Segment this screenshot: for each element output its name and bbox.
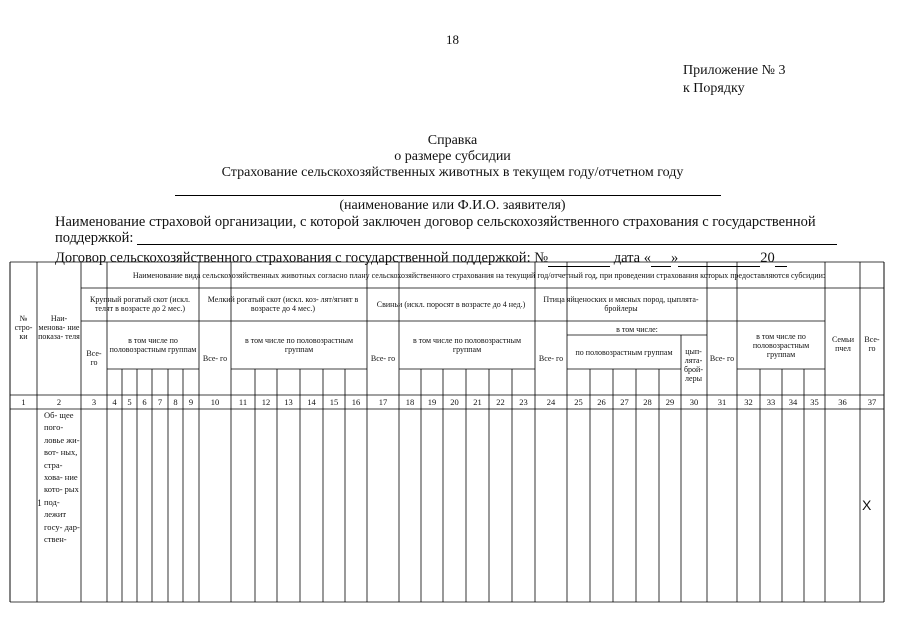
header-grand-total: Все- го: [864, 335, 880, 353]
contract-year: 20: [760, 250, 775, 266]
column-number: 24: [546, 397, 556, 407]
header-pigs-age: в том числе по половозрастным группам: [412, 336, 522, 354]
column-number: 28: [643, 397, 652, 407]
header-small-age: в том числе по половозрастным группам: [244, 336, 354, 354]
column-number: 1: [21, 397, 26, 407]
row-1-mark: X: [862, 497, 872, 513]
column-number: 6: [142, 397, 147, 407]
column-number: 21: [473, 397, 482, 407]
column-number: 17: [378, 397, 388, 407]
contract-label: Договор сельскохозяйственного страхования с государственной поддержкой: №: [55, 250, 549, 266]
column-number: 12: [261, 397, 271, 407]
column-number: 35: [810, 397, 819, 407]
column-number: 34: [788, 397, 798, 407]
column-number: 4: [112, 397, 117, 407]
applicant-caption: (наименование или Ф.И.О. заявителя): [339, 198, 566, 213]
column-number: 5: [127, 397, 132, 407]
column-number: 31: [717, 397, 727, 407]
column-number: 13: [284, 397, 293, 407]
title-line-3: Страхование сельскохозяйственных животных в текущем году/отчетном году: [221, 165, 684, 180]
column-number: 29: [665, 397, 675, 407]
appendix-line-1: Приложение № 3: [683, 63, 786, 78]
column-number: 19: [427, 397, 437, 407]
header-poultry-age: по половозрастным группам: [575, 347, 673, 357]
row-1-number: 1: [37, 498, 42, 508]
column-number: 26: [597, 397, 606, 407]
column-number: 8: [173, 397, 178, 407]
insurer-field: Наименование страховой организации, с которой заключен договор сельскохозяйственного страхования с государственной поддержкой:: [55, 214, 816, 246]
header-poultry-incl: в том числе:: [616, 324, 658, 334]
column-number: 27: [620, 397, 629, 407]
page-number: 18: [446, 32, 459, 47]
column-number: 23: [519, 397, 528, 407]
header-cattle-age: в том числе по половозрастным группам: [109, 336, 197, 354]
header-bee-families: Семьи пчел: [832, 335, 854, 353]
header-broilers: цып- лята- брой- леры: [683, 347, 703, 383]
column-number: 9: [188, 397, 194, 407]
column-number: 37: [867, 397, 877, 407]
column-number: 7: [157, 397, 163, 407]
column-number: 3: [91, 397, 97, 407]
column-number: 22: [496, 397, 505, 407]
header-poultry: Птица яйценоских и мясных пород, цыплята-бройлеры: [543, 295, 699, 313]
column-number: 25: [574, 397, 583, 407]
header-cattle-total: Все- го: [86, 349, 102, 367]
header-small-cattle: Мелкий рогатый скот (искл. коз- лят/ягнят в возрасте до 4 мес.): [207, 295, 359, 313]
header-small-total: Все- го: [202, 353, 228, 363]
appendix-line-2: к Порядку: [683, 81, 745, 96]
column-number: 15: [329, 397, 339, 407]
header-animal-groups: Наименование вида сельскохозяйственных животных согласно плану сельскохозяйственного страхования на текущий год/отчетный год, при проведении страхования которых предоставляются субсидии:: [132, 270, 826, 280]
column-number: 16: [351, 397, 361, 407]
column-number: 36: [838, 397, 847, 407]
header-other-total: Все- го: [709, 353, 735, 363]
row-1-indicator-name: Об- щее пого- ловье жи- вот- ных, стра- хова- ние кото- рых под- лежит госу- дар- ствен-: [44, 410, 80, 545]
column-number: 32: [744, 397, 753, 407]
column-number: 11: [238, 397, 248, 407]
column-number: 2: [56, 397, 62, 407]
column-number: 33: [766, 397, 776, 407]
header-pigs: Свиньи (искл. поросят в возрасте до 4 нед.): [376, 299, 526, 309]
column-number: 30: [689, 397, 699, 407]
column-number: 10: [210, 397, 220, 407]
header-indicator: Наи- менова- ние показа- теля: [38, 313, 80, 341]
contract-quote-close: »: [670, 250, 679, 266]
header-row-number: № стро- ки: [14, 313, 33, 341]
column-number: 20: [450, 397, 459, 407]
column-number: 14: [307, 397, 316, 407]
header-other-age: в том числе по половозрастным группам: [752, 331, 810, 359]
header-poultry-total: Все- го: [538, 353, 564, 363]
column-number: 18: [405, 397, 415, 407]
contract-date-label: дата «: [613, 250, 651, 266]
header-cattle: Крупный рогатый скот (искл. телят в возрасте до 2 мес.): [89, 295, 191, 313]
header-pigs-total: Все- го: [370, 353, 396, 363]
title-line-2: о размере субсидии: [394, 149, 511, 164]
title-line-1: Справка: [427, 133, 478, 148]
